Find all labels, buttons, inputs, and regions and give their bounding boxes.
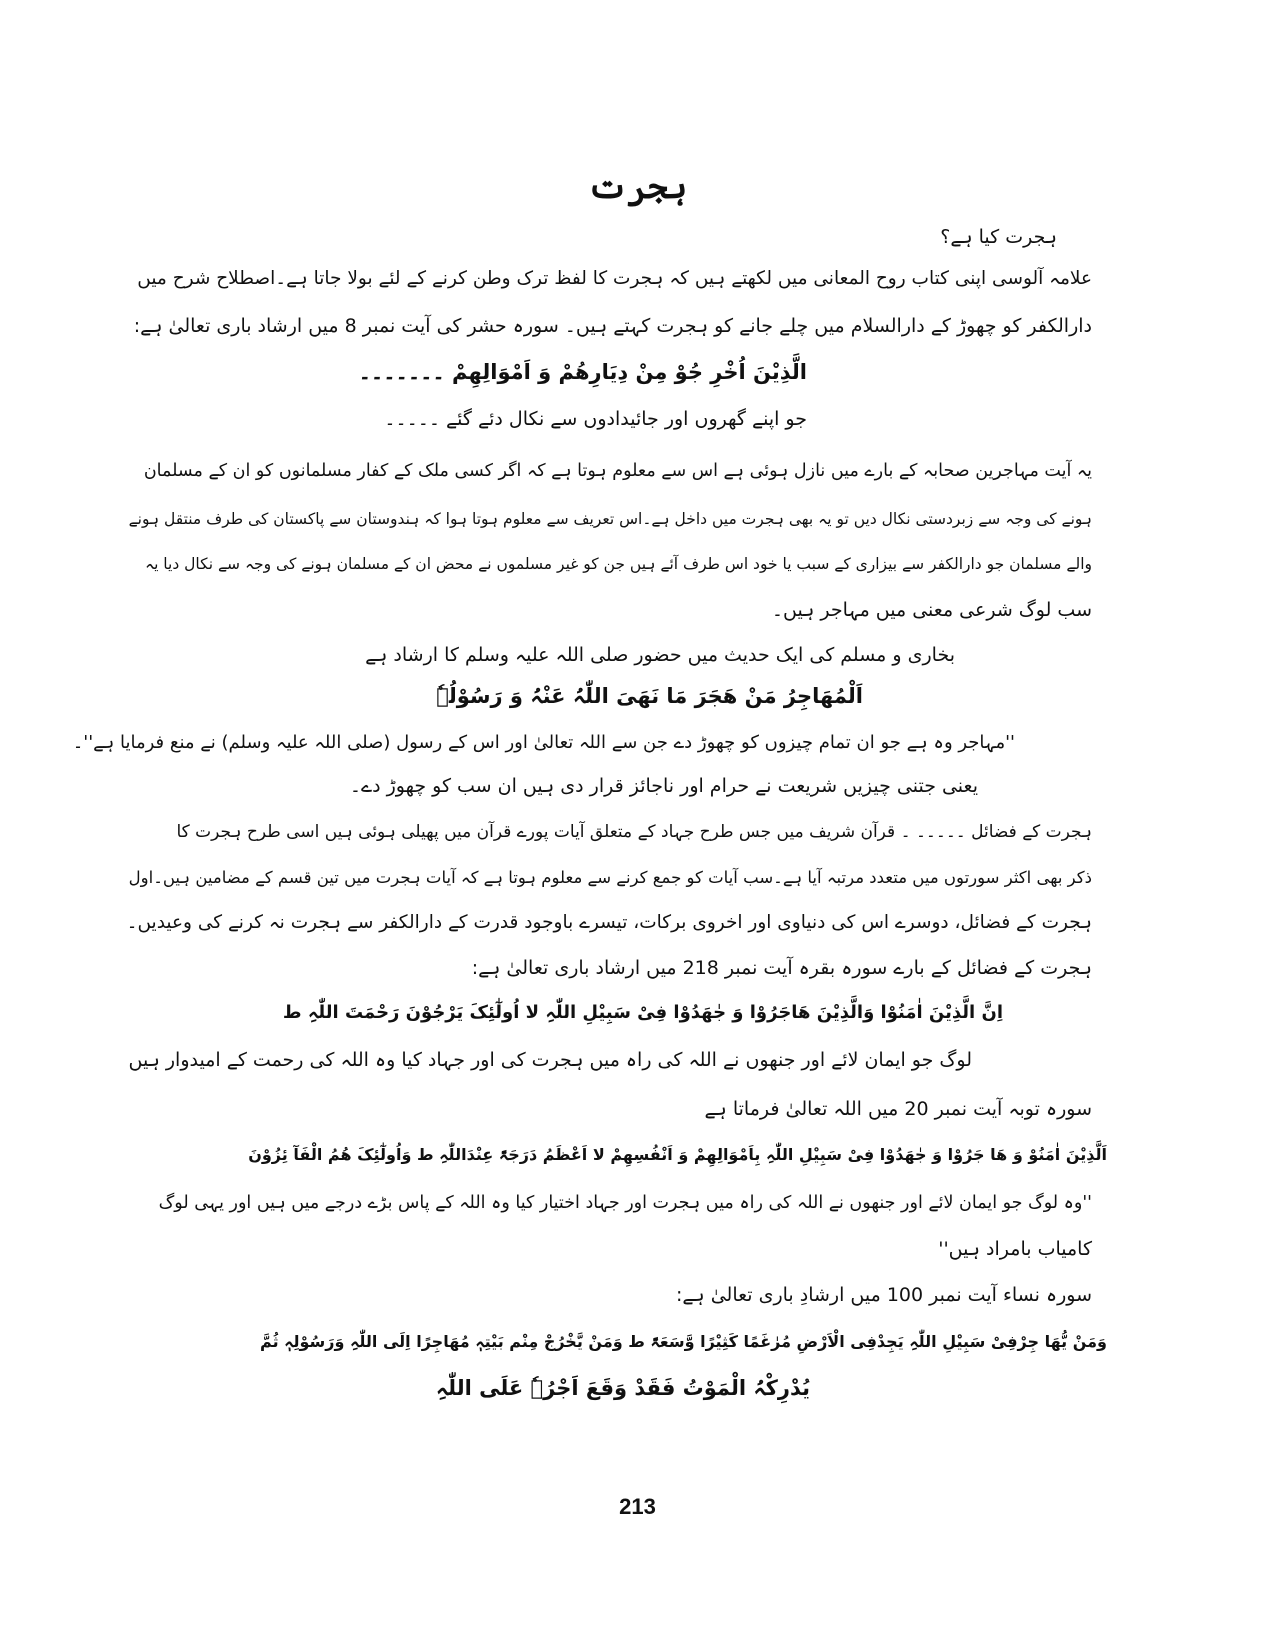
paragraph-line: ہجرت کے فضائل ۔۔۔۔۔ ۔ قرآن شریف میں جس طرح جہاد کے متعلق آیات پورے قرآن میں پھیلی ہوئی ہیں اسی طرح ہجرت کا [176,822,1092,842]
quran-verse: وَمَنْ یُّھَا جِرْفِیْ سَبِیْلِ اللّٰہِ یَجِدْفِی الْاَرْضِ مُرٰغَمًا کَثِیْرًا وَّسَعَۃً ط وَمَنْ یَّخْرُجْ مِنْم بَیْتِہٖ مُھَاجِرًا اِلَی اللّٰہِ وَرَسُوْلِہٖ ثُمَّ [260,1332,1107,1351]
quran-verse: یُدْرِکْہُ الْمَوْتُ فَقَدْ وَقَعَ اَجْرُہٗ عَلَی اللّٰہِ [435,1376,810,1400]
paragraph-line: والے مسلمان جو دارالکفر سے بیزاری کے سبب یا خود اس طرف آئے ہیں جن کو غیر مسلموں نے محض ان کے مسلمان ہونے کی وجہ سے نکال دیا یہ [144,555,1092,573]
verse-translation: کامیاب بامراد ہیں'' [938,1238,1092,1260]
verse-translation: لوگ جو ایمان لائے اور جنھوں نے اللہ کی راہ میں ہجرت کی اور جہاد کیا وہ اللہ کی رحمت کے امیدوار ہیں [128,1049,972,1071]
question-heading: ہجرت کیا ہے؟ [940,226,1057,248]
paragraph-line: یہ آیت مہاجرین صحابہ کے بارے میں نازل ہوئی ہے اس سے معلوم ہوتا ہے کہ اگر کسی ملک کے کفار مسلمانوں کو ان کے مسلمان [143,461,1092,481]
verse-intro: ہجرت کے فضائل کے بارے سورہ بقرہ آیت نمبر 218 میں ارشاد باری تعالیٰ ہے: [471,957,1092,979]
verse-intro: سورہ توبہ آیت نمبر 20 میں اللہ تعالیٰ فرماتا ہے [704,1098,1092,1120]
quran-verse: اِنَّ الَّذِیْنَ اٰمَنُوْا وَالَّذِیْنَ ھَاجَرُوْا وَ جٰھَدُوْا فِیْ سَبِیْلِ اللّٰہِ لا اُولٰٓئِکَ یَرْجُوْنَ رَحْمَتَ اللّٰہِ ط [282,1002,1003,1023]
quran-verse: الَّذِیْنَ اُخْرِ جُوْ مِنْ دِیَارِھُمْ وَ اَمْوَالِھِمْ ۔۔۔۔۔۔۔ [358,360,807,384]
paragraph-line: علامہ آلوسی اپنی کتاب روح المعانی میں لکھتے ہیں کہ ہجرت کا لفظ ترک وطن کرنے کے لئے بولا جاتا ہے۔اصطلاح شرح میں [137,268,1092,289]
hadith-translation: ''مہاجر وہ ہے جو ان تمام چیزوں کو چھوڑ دے جن سے اللہ تعالیٰ اور اس کے رسول (صلی اللہ علیہ وسلم) نے منع فرمایا ہے''۔ [72,732,1015,753]
hadith-text: اَلْمُھَاجِرُ مَنْ ھَجَرَ مَا نَھَیَ اللّٰہُ عَنْہُ وَ رَسُوْلُہٗ [436,684,863,708]
paragraph-line: ذکر بھی اکثر سورتوں میں متعدد مرتبہ آیا ہے۔سب آیات کو جمع کرنے سے معلوم ہوتا ہے کہ آیات ہجرت میں تین قسم کے مضامین ہیں۔اول [128,868,1092,887]
page-number: 213 [619,1494,656,1519]
page-title: ہجرت [587,167,688,207]
paragraph-line: ہونے کی وجہ سے زبردستی نکال دیں تو یہ بھی ہجرت میں داخل ہے۔اس تعریف سے معلوم ہوتا ہوا کہ ہندوستان سے پاکستان کی طرف منتقل ہونے [128,510,1092,528]
hadith-intro: بخاری و مسلم کی ایک حدیث میں حضور صلی اللہ علیہ وسلم کا ارشاد ہے [365,644,955,666]
paragraph-line: سب لوگ شرعی معنی میں مہاجر ہیں۔ [771,599,1092,621]
quran-verse: اَلَّذِیْنَ اٰمَنُوْ وَ ھَا جَرُوْا وَ جٰھَدُوْا فِیْ سَبِیْلِ اللّٰہِ بِاَمْوَالِھِمْ وَ اَنْفُسِھِمْ لا اَعْظَمُ دَرَجَۃً عِنْدَاللّٰہِ ط وَاُولٰٓئِکَ ھُمُ الْفَآ ئِزُوْنَ [248,1145,1107,1164]
hadith-explanation: یعنی جتنی چیزیں شریعت نے حرام اور ناجائز قرار دی ہیں ان سب کو چھوڑ دے۔ [349,775,978,797]
paragraph-line: دارالکفر کو چھوڑ کے دارالسلام میں چلے جانے کو ہجرت کہتے ہیں۔ سورہ حشر کی آیت نمبر 8 میں ارشاد باری تعالیٰ ہے: [133,315,1092,337]
verse-intro: سورہ نساء آیت نمبر 100 میں ارشادِ باری تعالیٰ ہے: [675,1284,1092,1306]
paragraph-line: ہجرت کے فضائل، دوسرے اس کی دنیاوی اور اخروی برکات، تیسرے باوجود قدرت کے دارالکفر سے ہجرت نہ کرنے کی وعیدیں۔ [126,912,1092,933]
verse-translation: ''وہ لوگ جو ایمان لائے اور جنھوں نے اللہ کی راہ میں ہجرت اور جہاد اختیار کیا وہ اللہ کے پاس بڑے درجے میں ہیں اور یہی لوگ [158,1193,1092,1213]
verse-translation: جو اپنے گھروں اور جائیدادوں سے نکال دئے گئے ۔۔۔۔۔ [384,408,807,430]
